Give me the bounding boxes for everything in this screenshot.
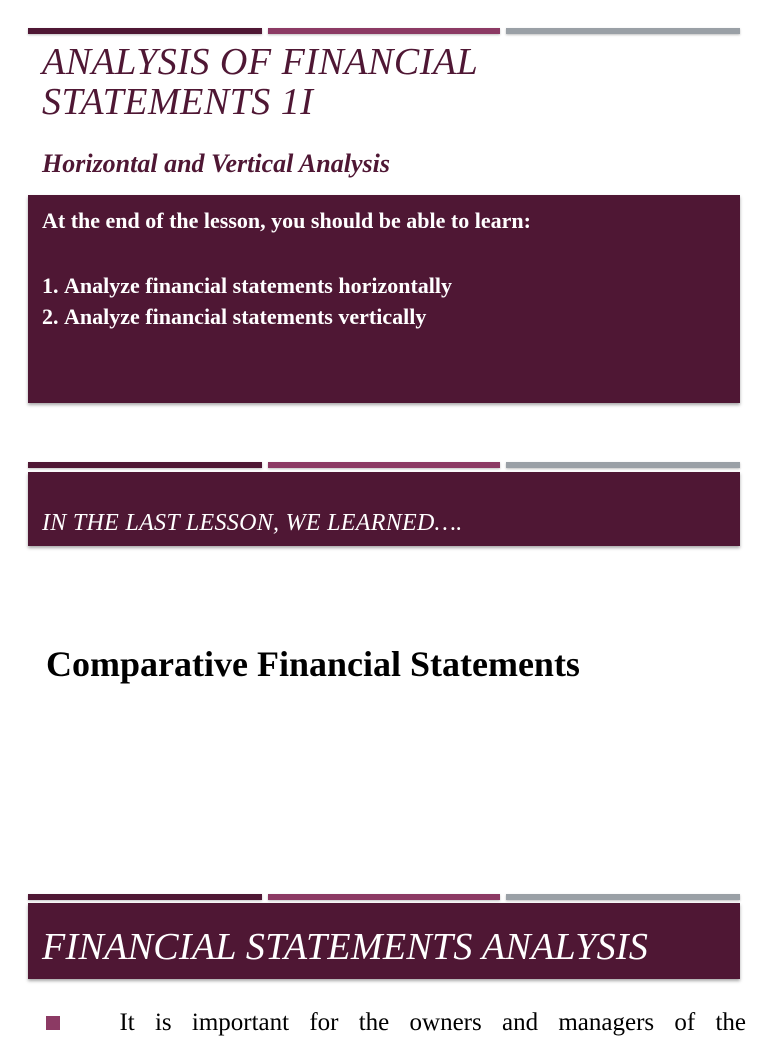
slide-title: ANALYSIS OF FINANCIAL STATEMENTS 1I xyxy=(42,41,479,123)
banner-text: IN THE LAST LESSON, WE LEARNED…. xyxy=(42,510,463,536)
bar-gray xyxy=(506,462,740,468)
slide-1 xyxy=(0,0,768,420)
square-bullet-icon xyxy=(46,1016,60,1030)
section-banner xyxy=(28,472,740,546)
bar-magenta xyxy=(268,28,500,34)
bar-dark xyxy=(28,894,262,900)
bar-dark xyxy=(28,462,262,468)
banner-text: FINANCIAL STATEMENTS ANALYSIS xyxy=(42,926,649,968)
decorative-bars xyxy=(28,28,740,34)
bullet-item xyxy=(46,1006,746,1040)
bar-magenta xyxy=(268,894,500,900)
bar-gray xyxy=(506,28,740,34)
objectives-panel xyxy=(28,195,740,403)
list-item xyxy=(42,270,452,301)
bar-gray xyxy=(506,894,740,900)
list-text: Analyze financial statements horizontally xyxy=(64,273,453,298)
objectives-intro: At the end of the lesson, you should be able to learn: xyxy=(42,208,531,233)
list-text: Analyze financial statements vertically xyxy=(64,304,427,329)
list-number: 1. xyxy=(42,273,59,298)
objectives-list xyxy=(42,270,452,332)
list-item xyxy=(42,301,452,332)
slide-subtitle: Horizontal and Vertical Analysis xyxy=(42,149,390,178)
bar-dark xyxy=(28,28,262,34)
section-banner xyxy=(28,903,740,979)
bar-magenta xyxy=(268,462,500,468)
bullet-text: It is important for the owners and managers of the xyxy=(119,1009,746,1036)
section-heading: Comparative Financial Statements xyxy=(46,644,580,684)
decorative-bars xyxy=(28,894,740,900)
decorative-bars xyxy=(28,462,740,468)
list-number: 2. xyxy=(42,304,59,329)
